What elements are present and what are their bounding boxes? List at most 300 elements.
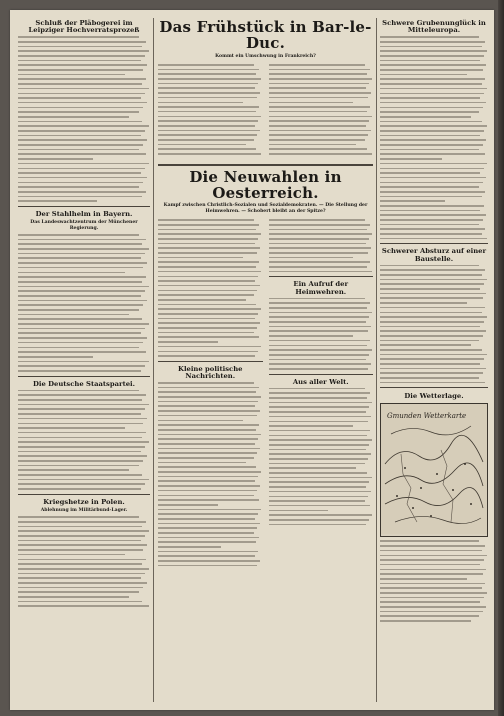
text-line (380, 97, 480, 99)
text-line (18, 314, 129, 316)
text-line (380, 163, 487, 165)
text-line (380, 358, 484, 360)
text-line (158, 153, 261, 155)
headline-aufruf-heimwehren: Ein Aufruf der Heimwehren. (293, 280, 349, 296)
text-line (18, 153, 146, 155)
text-line (380, 125, 487, 127)
text-line (380, 210, 480, 212)
article-body (269, 298, 374, 370)
text-line (269, 330, 368, 332)
text-line (18, 526, 142, 528)
text-line (380, 312, 482, 314)
text-line (269, 139, 365, 141)
text-line (158, 92, 260, 94)
article-body (380, 265, 488, 384)
text-line (380, 224, 479, 226)
text-line (269, 463, 365, 465)
text-line (18, 483, 145, 485)
text-line (380, 349, 482, 351)
text-line (269, 430, 370, 432)
text-line (158, 139, 254, 141)
text-line (269, 514, 372, 516)
text-line (158, 509, 261, 511)
text-line (18, 437, 142, 439)
headline-leipzig: Schluß der Pläbogerei im Leipziger Hochverratsprozeß (28, 19, 140, 35)
article-body (269, 64, 374, 158)
text-line (18, 573, 145, 575)
text-line (380, 293, 486, 295)
text-line (18, 582, 147, 584)
text-line (18, 544, 147, 546)
text-line (18, 469, 129, 471)
text-line (269, 106, 370, 108)
text-line (269, 421, 368, 423)
text-line (18, 130, 145, 132)
subheadline-oesterreich: Kampf zwischen Christlich-Sozialen und Sozialdemokraten. — Die Stellung der Heimwehren. — Schobert bleibt an der Spitze? (163, 203, 368, 214)
text-line (18, 399, 142, 401)
text-line (269, 307, 367, 309)
text-line (269, 97, 368, 99)
article-body (380, 36, 488, 239)
text-line (18, 601, 142, 603)
text-line (158, 565, 257, 567)
text-line (158, 318, 255, 320)
text-line (158, 257, 243, 259)
text-line (158, 327, 257, 329)
text-line (18, 337, 147, 339)
text-line (158, 396, 261, 398)
text-line (158, 308, 261, 310)
text-line (18, 474, 142, 476)
text-line (158, 73, 256, 75)
text-line (380, 139, 486, 141)
text-line (18, 596, 129, 598)
text-line (380, 93, 484, 95)
text-line (380, 74, 467, 76)
text-line (380, 564, 480, 566)
text-line (269, 402, 372, 404)
text-line (18, 290, 145, 292)
text-line (380, 144, 483, 146)
text-line (158, 485, 260, 487)
text-line (380, 265, 479, 267)
text-line (18, 554, 125, 556)
text-line (158, 351, 258, 353)
text-line (158, 346, 261, 348)
text-line (269, 472, 367, 474)
text-line (269, 496, 368, 498)
text-line (158, 102, 243, 104)
text-line (380, 219, 483, 221)
text-line (158, 471, 261, 473)
text-line (18, 365, 145, 367)
headline-polen: Kriegshetze in Polen. (43, 497, 125, 506)
subheadline-polen: Ablehnung im Militärbund-Lager. (40, 507, 128, 513)
text-line (158, 401, 258, 403)
text-line (18, 144, 143, 146)
text-line (18, 50, 149, 52)
text-line (380, 274, 482, 276)
text-line (158, 457, 254, 459)
text-line (269, 481, 369, 483)
text-line (380, 321, 484, 323)
text-line (18, 196, 142, 198)
text-line (269, 397, 367, 399)
text-line (380, 172, 480, 174)
text-line (269, 349, 372, 351)
text-line (18, 272, 125, 274)
text-line (269, 524, 366, 526)
text-line (269, 266, 367, 268)
text-line (158, 243, 255, 245)
text-line (380, 168, 484, 170)
text-line (380, 238, 487, 240)
text-line (380, 269, 485, 271)
text-line (18, 234, 139, 236)
text-line (18, 158, 93, 160)
text-line (380, 36, 479, 38)
text-line (18, 46, 142, 48)
text-line (380, 302, 467, 304)
text-line (18, 135, 141, 137)
text-line (18, 432, 146, 434)
text-line (158, 518, 255, 520)
text-line (269, 87, 366, 89)
text-line (18, 83, 142, 85)
headline-kleine-nachrichten: Kleine politische Nachrichten. (178, 364, 243, 380)
text-line (158, 462, 246, 464)
text-line (269, 486, 366, 488)
text-line (380, 620, 471, 622)
text-line (158, 527, 257, 529)
text-line (269, 416, 371, 418)
text-line (269, 449, 366, 451)
text-line (380, 50, 487, 52)
text-line (380, 372, 483, 374)
text-line (158, 224, 259, 226)
handwritten-note: Gmunden Wetterkarte (387, 412, 467, 421)
text-line (18, 356, 93, 358)
text-line (158, 116, 261, 118)
text-line (380, 344, 471, 346)
text-line (18, 559, 146, 561)
text-line (380, 279, 487, 281)
text-line (18, 74, 125, 76)
text-line (269, 116, 372, 118)
text-line (18, 404, 149, 406)
text-line (269, 257, 354, 259)
text-line (18, 309, 139, 311)
text-line (269, 73, 367, 75)
article-body (18, 516, 150, 607)
text-line (380, 182, 483, 184)
text-line (18, 351, 146, 353)
text-line (380, 130, 484, 132)
text-line (158, 266, 256, 268)
text-line (380, 55, 484, 57)
article-body (18, 390, 150, 490)
text-line (158, 276, 258, 278)
text-line (380, 149, 479, 151)
text-line (18, 163, 149, 165)
text-line (18, 286, 149, 288)
subheadline-bar-le-duc: Kommt ein Umschwung in Frankreich? (215, 53, 316, 59)
text-line (269, 458, 368, 460)
text-line (158, 551, 258, 553)
text-line (158, 523, 260, 525)
text-line (269, 302, 370, 304)
headline-stahlhelm: Der Stahlhelm in Bayern. (35, 209, 133, 218)
text-line (158, 144, 246, 146)
text-line (18, 93, 145, 95)
text-line (380, 326, 480, 328)
headline-grubenunglueck: Schwere Grubenunglück in Mitteleuropa. (382, 19, 486, 35)
text-line (158, 438, 258, 440)
text-line (380, 177, 486, 179)
text-line (269, 125, 366, 127)
text-line (269, 363, 371, 365)
text-line (380, 550, 482, 552)
text-line (158, 355, 255, 357)
text-line (158, 495, 254, 497)
text-line (158, 252, 257, 254)
text-line (158, 504, 218, 506)
article-body (269, 219, 374, 272)
text-line (18, 460, 143, 462)
text-line (380, 46, 482, 48)
text-line (158, 476, 258, 478)
text-line (158, 313, 258, 315)
text-line (18, 149, 139, 151)
text-line (18, 427, 125, 429)
text-line (269, 252, 368, 254)
text-line (158, 229, 256, 231)
text-line (158, 452, 257, 454)
text-line (380, 107, 483, 109)
text-line (380, 606, 486, 608)
text-line (269, 321, 366, 323)
text-line (269, 102, 354, 104)
text-line (269, 224, 370, 226)
text-line (18, 446, 145, 448)
text-line (269, 500, 365, 502)
text-line (380, 116, 471, 118)
text-line (380, 111, 479, 113)
text-line (18, 276, 146, 278)
text-line (269, 120, 369, 122)
text-line (380, 382, 485, 384)
article-body (158, 382, 263, 566)
text-line (269, 243, 366, 245)
text-line (158, 219, 254, 221)
text-line (269, 92, 371, 94)
text-line (18, 328, 145, 330)
headline-aus-aller-welt: Aus aller Welt. (292, 377, 349, 386)
text-line (269, 335, 354, 337)
text-line (380, 205, 484, 207)
text-line (269, 130, 371, 132)
text-line (380, 559, 484, 561)
text-line (158, 391, 256, 393)
text-line (18, 318, 142, 320)
text-line (18, 97, 141, 99)
text-line (158, 134, 257, 136)
text-line (158, 78, 261, 80)
text-line (269, 435, 367, 437)
text-line (18, 139, 147, 141)
text-line (18, 172, 141, 174)
text-line (18, 605, 149, 607)
text-line (18, 107, 143, 109)
text-line (380, 297, 483, 299)
text-line (380, 102, 486, 104)
text-line (158, 130, 260, 132)
text-line (269, 153, 372, 155)
text-line (269, 261, 370, 263)
text-line (380, 69, 483, 71)
text-line (380, 597, 484, 599)
text-line (380, 307, 485, 309)
text-line (18, 111, 139, 113)
text-line (158, 304, 256, 306)
text-line (269, 238, 369, 240)
text-line (380, 41, 485, 43)
text-line (158, 490, 257, 492)
text-line (380, 121, 482, 123)
text-line (269, 298, 365, 300)
text-line (18, 125, 149, 127)
text-line (158, 466, 256, 468)
text-line (158, 415, 257, 417)
text-line (18, 267, 143, 269)
text-line (380, 354, 487, 356)
text-line (269, 229, 367, 231)
text-line (158, 83, 258, 85)
text-line (380, 83, 482, 85)
text-line (380, 583, 485, 585)
text-line (158, 341, 218, 343)
text-line (380, 578, 467, 580)
text-line (380, 228, 485, 230)
text-line (269, 134, 368, 136)
text-line (158, 420, 243, 422)
text-line (269, 411, 366, 413)
headline-oesterreich: Die Neuwahlen in Oesterreich. (189, 167, 342, 202)
text-line (380, 545, 485, 547)
text-line (158, 148, 256, 150)
text-line (18, 253, 145, 255)
text-line (18, 78, 146, 80)
text-line (380, 592, 487, 594)
text-line (269, 83, 369, 85)
text-line (269, 406, 369, 408)
text-line (18, 413, 141, 415)
text-line (158, 532, 254, 534)
text-line (18, 535, 145, 537)
text-line (380, 78, 485, 80)
text-line (18, 394, 146, 396)
text-line (18, 418, 147, 420)
text-line (158, 111, 256, 113)
text-line (158, 332, 254, 334)
article-body (269, 388, 374, 526)
text-line (380, 214, 486, 216)
text-line (380, 200, 445, 202)
text-line (269, 444, 369, 446)
text-line (380, 316, 487, 318)
text-line (380, 288, 480, 290)
text-line (18, 239, 146, 241)
text-line (18, 168, 145, 170)
text-line (380, 340, 479, 342)
text-line (380, 158, 442, 160)
headline-wetterlage: Die Wetterlage. (404, 392, 464, 401)
text-line (269, 354, 369, 356)
text-line (18, 304, 143, 306)
text-line (18, 200, 97, 202)
text-line (380, 135, 480, 137)
text-line (269, 233, 372, 235)
text-line (18, 191, 146, 193)
newspaper-page (10, 10, 494, 710)
text-line (18, 408, 145, 410)
text-line (269, 467, 357, 469)
text-line (158, 560, 260, 562)
text-line (18, 347, 139, 349)
text-line (18, 332, 141, 334)
text-line (18, 455, 147, 457)
text-line (269, 359, 366, 361)
text-line (18, 69, 143, 71)
text-line (380, 601, 480, 603)
text-line (269, 247, 371, 249)
text-line (269, 144, 357, 146)
headline-staatspartei: Die Deutsche Staatspartei. (32, 379, 136, 388)
text-line (18, 248, 149, 250)
text-line (269, 477, 372, 479)
text-line (158, 294, 254, 296)
text-line (18, 516, 139, 518)
text-line (380, 233, 482, 235)
text-line (158, 410, 260, 412)
text-line (158, 387, 259, 389)
text-line (18, 342, 143, 344)
text-line (18, 60, 141, 62)
text-line (269, 491, 371, 493)
text-line (269, 392, 370, 394)
text-line (18, 591, 139, 593)
text-line (269, 316, 369, 318)
text-line (380, 540, 479, 542)
column-rule (153, 18, 154, 702)
text-line (380, 363, 480, 365)
text-line (18, 451, 141, 453)
article-body (158, 64, 263, 158)
text-line (380, 191, 485, 193)
text-line (18, 262, 147, 264)
text-line (269, 69, 370, 71)
article-body (158, 219, 263, 357)
text-line (380, 615, 479, 617)
text-line (18, 281, 142, 283)
text-line (380, 88, 487, 90)
text-line (158, 537, 259, 539)
text-line (269, 519, 369, 521)
text-line (18, 88, 149, 90)
text-line (380, 283, 484, 285)
text-line (18, 36, 139, 38)
text-line (18, 295, 141, 297)
